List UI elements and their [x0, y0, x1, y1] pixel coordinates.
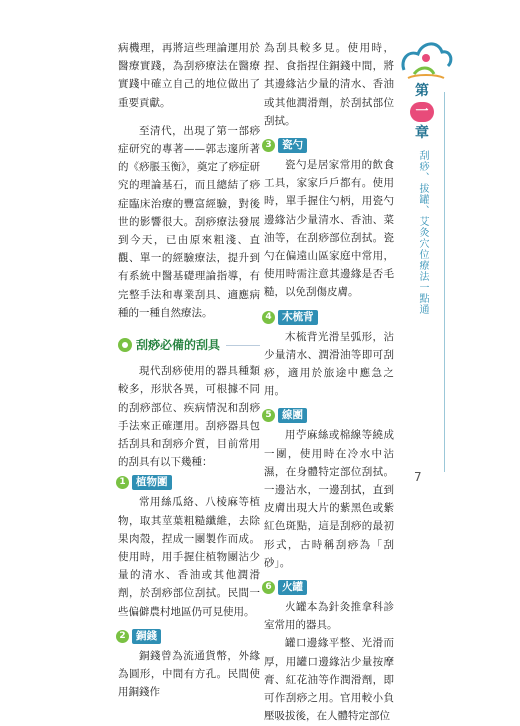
subsection-title: 木梳背: [278, 310, 318, 325]
paragraph: 至清代，出現了第一部痧症研究的專著——郭志邃所著的《痧脹玉衡》，奠定了痧症研究的理論基石，而且總結了痧症臨床治療的豐富經驗，對後世的影響很大。刮痧療法發展到今天，已由原來粗淺、直觀、單一的經驗療法，提升到有系統中醫基礎理論指導，有完整手法和專業刮具、適應病種的一種自然療法。: [118, 124, 260, 319]
number-badge: 4: [262, 311, 275, 324]
number-badge: 6: [262, 581, 275, 594]
chapter-prefix: 第: [415, 83, 429, 99]
subsection-title: 銅錢: [132, 629, 161, 644]
chapter-suffix: 章: [415, 125, 429, 141]
subsection-heading: [262, 310, 394, 325]
subsection-heading: [262, 408, 394, 423]
chapter-number-badge: 一: [410, 102, 434, 122]
subsection-title: 植物團: [132, 475, 172, 490]
paragraph: 常用絲瓜絡、八棱麻等植物，取其莖葉粗糙纖維，去除果肉殼，捏成一團製作而成。使用時，用手握住植物團沾少量的清水、香油或其他潤滑劑，於刮痧部位刮拭。民間一些偏僻農村地區仍可見使用。: [118, 496, 260, 618]
paragraph: 為刮具較多見。使用時，捏、食指捏住銅錢中間，將其邊緣沾少量的清水、香油或其他潤滑劑，於刮拭部位刮拭。: [264, 42, 394, 127]
divider: [226, 345, 260, 346]
right-column: [264, 39, 394, 726]
section-title-text: 刮痧必備的刮具: [136, 338, 221, 353]
subsection-title: 瓷勺: [278, 138, 307, 153]
paragraph: 罐口邊緣平整、光滑而厚，用罐口邊緣沾少量按摩膏、紅花油等作潤滑劑，即可作刮痧之用。官用較小負壓吸拔後，在人體特定部位: [264, 637, 394, 723]
left-column: [118, 39, 260, 702]
section-bullet-icon: [118, 338, 132, 352]
number-badge: 5: [262, 409, 275, 422]
margin-rule: [444, 92, 445, 472]
subsection-heading: [116, 475, 260, 490]
paragraph: 瓷勺是居家常用的飲食工具，家家戶戶都有。使用時，單手握住勺柄，用瓷勺邊緣沾少量清水、香油、菜油等，在刮痧部位刮拭。瓷勺在偏遠山區家庭中常用，使用時需注意其邊緣是否毛糙，以免刮傷皮膚。: [264, 159, 394, 299]
subsection-title: 線團: [278, 408, 307, 423]
paragraph: 火罐本為針灸推拿科診室常用的器具。: [264, 601, 394, 632]
subsection-heading: [116, 629, 260, 644]
subsection-title: 火罐: [278, 580, 307, 595]
number-badge: 2: [116, 630, 129, 643]
paragraph: 現代刮痧使用的器具種類較多，形狀各異，可根據不同的刮痧部位、疾病情況和刮痧手法來正確運用。刮痧器具包括刮具和刮痧介質，目前常用的刮具有以下幾種：: [118, 365, 260, 469]
paragraph: 木梳背光滑呈弧形，沾少量清水、潤滑油等即可刮痧，適用於旅途中應急之用。: [264, 330, 394, 398]
paragraph: 病機理，再將這些理論運用於醫療實踐，為刮痧療法在醫療實踐中確立自己的地位做出了重要貢獻。: [118, 42, 260, 109]
subsection-heading: [262, 580, 394, 595]
subsection-heading: [262, 138, 394, 153]
page-number: 7: [414, 470, 422, 484]
chapter-subtitle: 刮痧、拔罐、艾灸穴位療法一點通: [417, 150, 428, 315]
number-badge: 1: [116, 476, 129, 489]
chapter-label: [406, 82, 438, 142]
section-title: [118, 336, 260, 354]
number-badge: 3: [262, 139, 275, 152]
cloud-swirl-icon: [396, 30, 456, 82]
paragraph: 銅錢曾為流通貨幣，外緣為圓形，中間有方孔。民間使用銅錢作: [118, 649, 260, 699]
paragraph: 用苧麻絲或棉線等繞成一團，使用時在冷水中沾濕，在身體特定部位刮拭。一邊沾水，一邊刮拭，直到皮膚出現大片的紫黑色或紫紅色斑點，這是刮痧的最初形式，古時稱刮痧為「刮砂」。: [264, 429, 394, 569]
